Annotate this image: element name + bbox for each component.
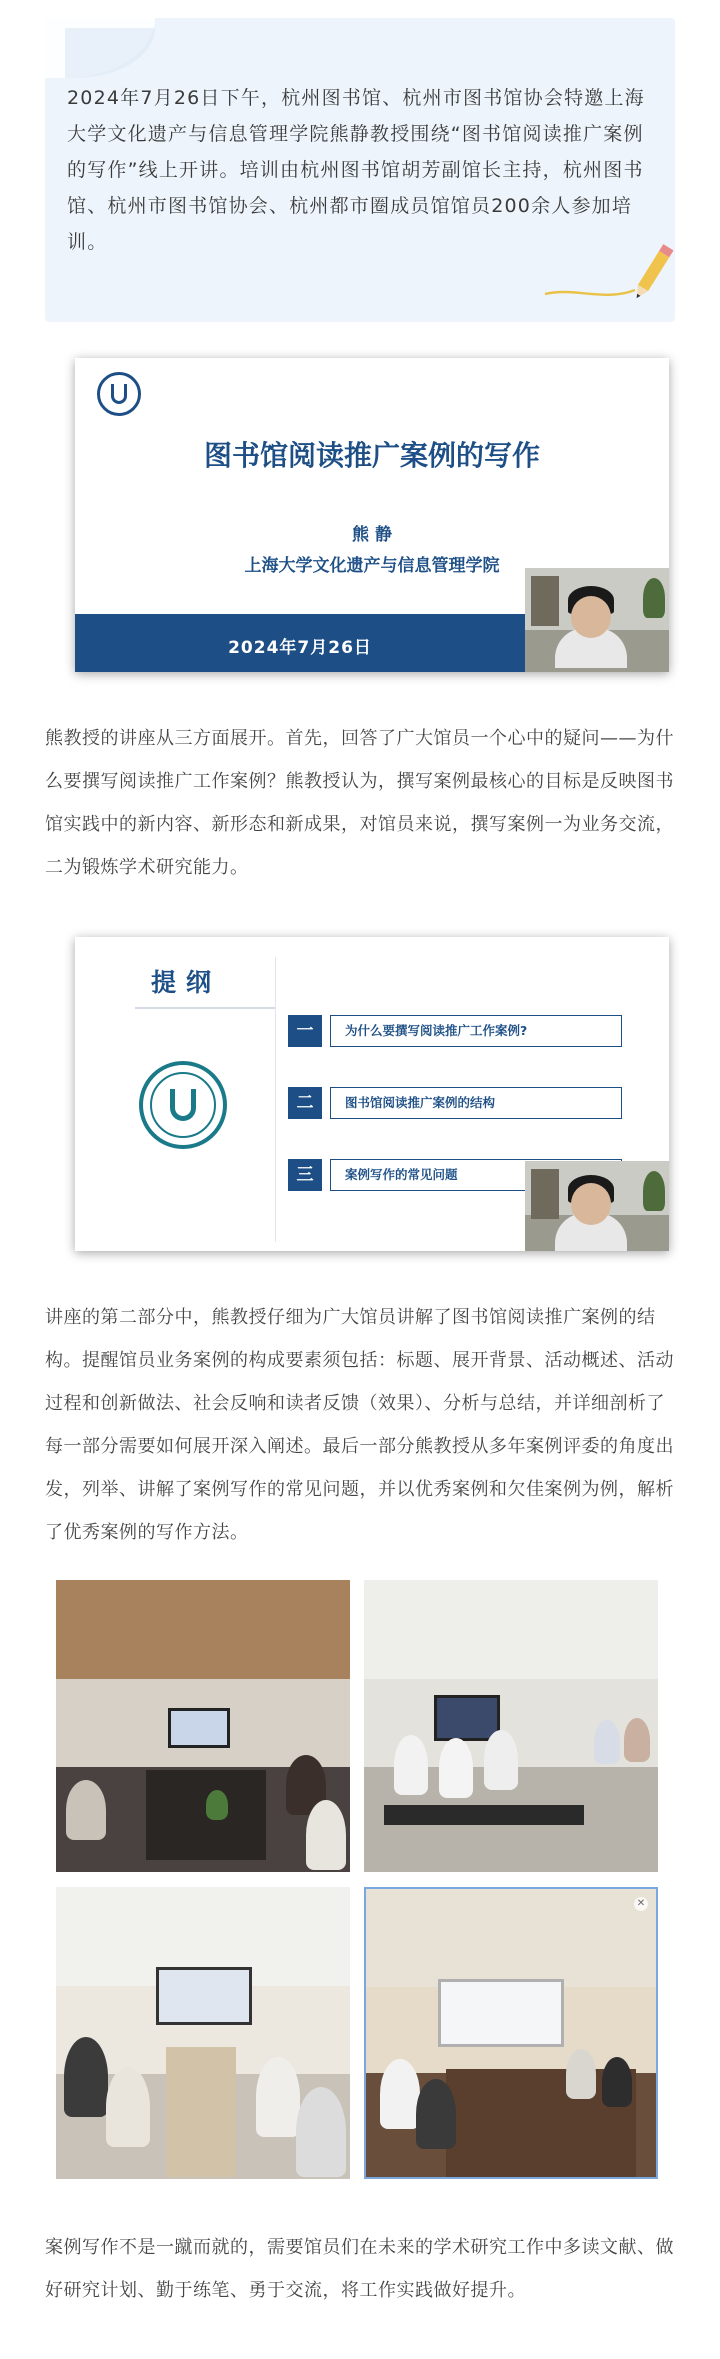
paragraph-1: 熊教授的讲座从三方面展开。首先，回答了广大馆员一个心中的疑问——为什么要撰写阅读推广工作案例？熊教授认为，撰写案例最核心的目标是反映图书馆实践中的新内容、新形态和新成果，对馆员来说，撰写案例一为业务交流，二为锻炼学术研究能力。 (45, 728, 674, 878)
close-icon[interactable]: ✕ (634, 1897, 648, 1911)
webcam-speaker-video (525, 568, 669, 672)
university-logo-icon (97, 372, 141, 416)
slide-author: 熊 静 (352, 525, 392, 545)
outline-label: 图书馆阅读推广案例的结构 (330, 1087, 622, 1119)
slide-outline-image (75, 937, 669, 1251)
webcam-speaker-video (525, 1161, 669, 1251)
outline-number: 三 (288, 1159, 322, 1191)
divider (275, 957, 276, 1242)
intro-card (45, 18, 675, 322)
outline-number: 二 (288, 1087, 322, 1119)
university-logo-icon (139, 1061, 227, 1149)
training-photo-4 (364, 1887, 658, 2179)
paragraph-2: 讲座的第二部分中，熊教授仔细为广大馆员讲解了图书馆阅读推广案例的结构。提醒馆员业务案例的构成要素须包括：标题、展开背景、活动概述、活动过程和创新做法、社会反响和读者反馈（效果）、分析与总结，并详细剖析了每一部分需要如何展开深入阐述。最后一部分熊教授从多年案例评委的角度出发，列举、讲解了案例写作的常见问题，并以优秀案例和欠佳案例为例，解析了优秀案例的写作方法。 (45, 1307, 674, 1543)
slide-title-image (75, 358, 669, 672)
slide-school: 上海大学文化遗产与信息管理学院 (244, 556, 500, 576)
outline-label: 为什么要撰写阅读推广工作案例? (330, 1015, 622, 1047)
paragraph-3: 案例写作不是一蹴而就的，需要馆员们在未来的学术研究工作中多读文献、做好研究计划、勤于练笔、勇于交流，将工作实践做好提升。 (45, 2237, 674, 2301)
divider (135, 1007, 275, 1009)
outline-title: 提纲 (151, 968, 222, 997)
training-photo-1 (56, 1580, 350, 1872)
outline-label: 案例写作的常见问题 (330, 1159, 622, 1191)
slide-date: 2024年7月26日 (228, 638, 372, 658)
intro-text: 2024年7月26日下午，杭州图书馆、杭州市图书馆协会特邀上海大学文化遗产与信息管理学院熊静教授围绕“图书馆阅读推广案例的写作”线上开讲。培训由杭州图书馆胡芳副馆长主持，杭州图书馆、杭州市图书馆协会、杭州都市圈成员馆馆员200余人参加培训。 (67, 87, 645, 253)
outline-number: 一 (288, 1015, 322, 1047)
slide-title: 图书馆阅读推广案例的写作 (203, 439, 540, 472)
decorative-corner-shade (65, 28, 155, 78)
training-photo-2 (364, 1580, 658, 1872)
training-photo-3 (56, 1887, 350, 2179)
pencil-icon (525, 232, 675, 322)
